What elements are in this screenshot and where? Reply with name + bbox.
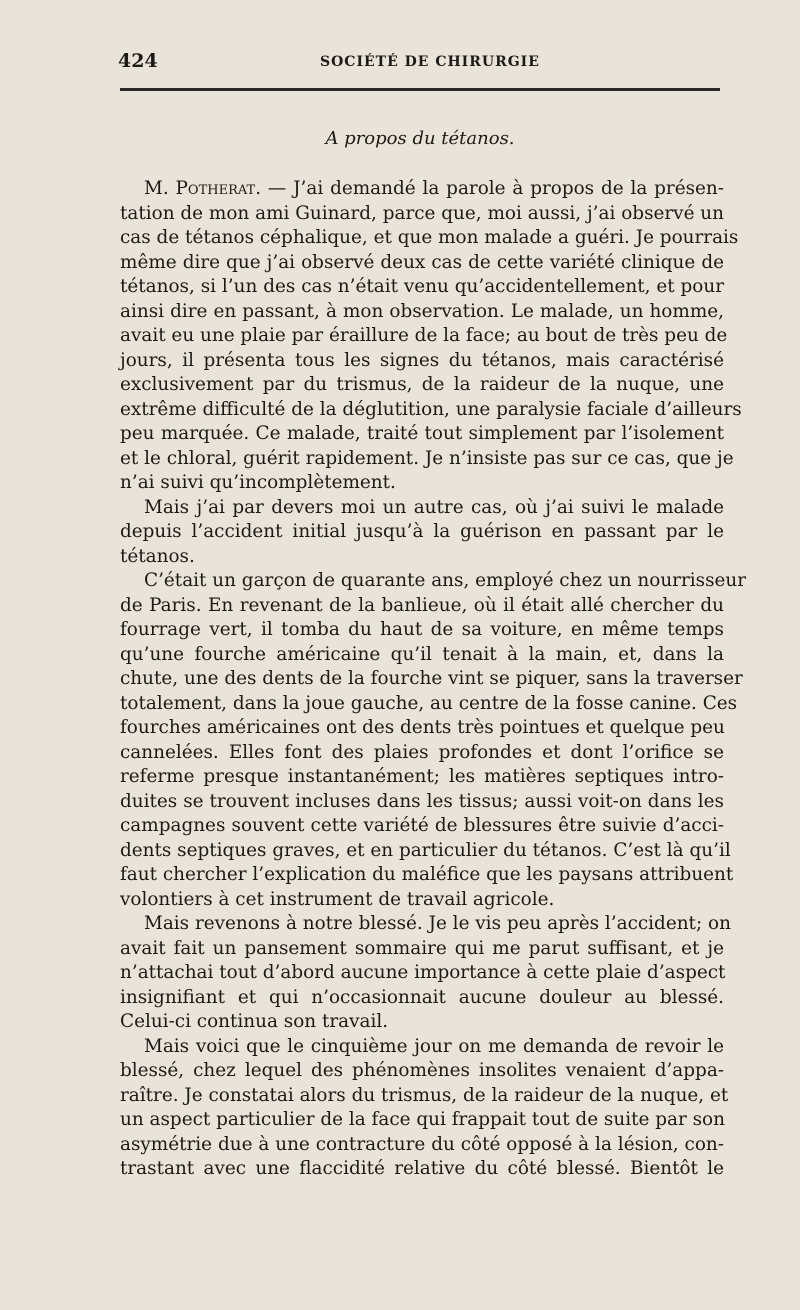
running-head: SOCIÉTÉ DE CHIRURGIE xyxy=(320,54,540,70)
text-line: cas de tétanos céphalique, et que mon malade a guéri. Je pourrais xyxy=(120,227,739,248)
speaker-name: Potherat. xyxy=(175,178,262,199)
text-line: tétanos, si l’un des cas n’était venu qu’accidentellement, et pour xyxy=(120,276,724,297)
text-line: tétanos. xyxy=(120,545,195,567)
text-line: totalement, dans la joue gauche, au centre de la fosse canine. Ces xyxy=(120,692,738,714)
text-line: trastant avec une flaccidité relative du côté blessé. Bientôt le xyxy=(120,1158,724,1179)
page-number: 424 xyxy=(118,50,158,72)
text-line: Celui-ci continua son travail. xyxy=(120,1011,389,1032)
text-line: Mais voici que le cinquième jour on me demanda de revoir le xyxy=(144,1035,724,1057)
header-rule xyxy=(120,88,720,91)
text-line: fourches américaines ont des dents très pointues et quelque peu xyxy=(120,717,725,738)
text-line: cannelées. Elles font des plaies profondes et dont l’orifice se xyxy=(120,741,724,763)
text-line: n’attachai tout d’abord aucune importance à cette plaie d’aspect xyxy=(120,962,726,983)
text-line: exclusivement par du trismus, de la raideur de la nuque, une xyxy=(120,374,724,395)
text-line: duites se trouvent incluses dans les tissus; aussi voit-on dans les xyxy=(120,790,724,812)
text-line: peu marquée. Ce malade, traité tout simplement par l’isolement xyxy=(120,423,724,444)
text-line: depuis l’accident initial jusqu’à la guérison en passant par le xyxy=(120,521,724,542)
text-line: même dire que j’ai observé deux cas de cette variété clinique de xyxy=(120,251,724,273)
text-line: asymétrie due à une contracture du côté opposé à la lésion, con- xyxy=(120,1133,724,1155)
text-line-content: — J’ai demandé la parole à propos de la présen- xyxy=(261,178,724,199)
text-line: faut chercher l’explication du maléfice que les paysans attribuent xyxy=(120,864,734,885)
text-line: chute, une des dents de la fourche vint se piquer, sans la traverser xyxy=(120,668,743,689)
speaker-prefix: M. xyxy=(144,178,169,199)
text-line: Mais revenons à notre blessé. Je le vis peu après l’accident; on xyxy=(144,913,731,934)
text-line: jours, il présenta tous les signes du tétanos, mais caractérisé xyxy=(120,349,724,371)
section-title: A propos du tétanos. xyxy=(325,128,515,149)
text-line: qu’une fourche américaine qu’il tenait à la main, et, dans la xyxy=(120,643,724,665)
text-line: tation de mon ami Guinard, parce que, moi aussi, j’ai observé un xyxy=(120,202,724,224)
text-line: de Paris. En revenant de la banlieue, où il était allé chercher du xyxy=(120,594,724,616)
text-line: volontiers à cet instrument de travail agricole. xyxy=(120,888,555,910)
text-line: dents septiques graves, et en particulier du tétanos. C’est là qu’il xyxy=(120,839,731,861)
text-line: ainsi dire en passant, à mon observation. Le malade, un homme, xyxy=(120,300,724,322)
text-line: avait fait un pansement sommaire qui me parut suffisant, et je xyxy=(120,937,724,959)
body-text xyxy=(120,177,747,1182)
text-line: Mais j’ai par devers moi un autre cas, où j’ai suivi le malade xyxy=(144,496,724,518)
text-line: blessé, chez lequel des phénomènes insolites venaient d’appa- xyxy=(120,1060,724,1081)
text-line: n’ai suivi qu’incomplètement. xyxy=(120,472,396,493)
text-line: campagnes souvent cette variété de blessures être suivie d’acci- xyxy=(120,815,724,836)
text-line: et le chloral, guérit rapidement. Je n’insiste pas sur ce cas, que je xyxy=(120,447,734,469)
text-line: avait eu une plaie par éraillure de la face; au bout de très peu de xyxy=(120,325,728,346)
text-line: extrême difficulté de la déglutition, une paralysie faciale d’ailleurs xyxy=(120,398,742,420)
text-line xyxy=(120,177,724,202)
text-line: fourrage vert, il tomba du haut de sa voiture, en même temps xyxy=(120,619,724,640)
text-line: un aspect particulier de la face qui frappait tout de suite par son xyxy=(120,1109,725,1130)
text-line: C’était un garçon de quarante ans, employé chez un nourrisseur xyxy=(144,570,747,591)
text-line: insignifiant et qui n’occasionnait aucune douleur au blessé. xyxy=(120,986,724,1008)
text-line: referme presque instantanément; les matières septiques intro- xyxy=(120,766,724,787)
text-line: raître. Je constatai alors du trismus, de la raideur de la nuque, et xyxy=(120,1084,729,1106)
